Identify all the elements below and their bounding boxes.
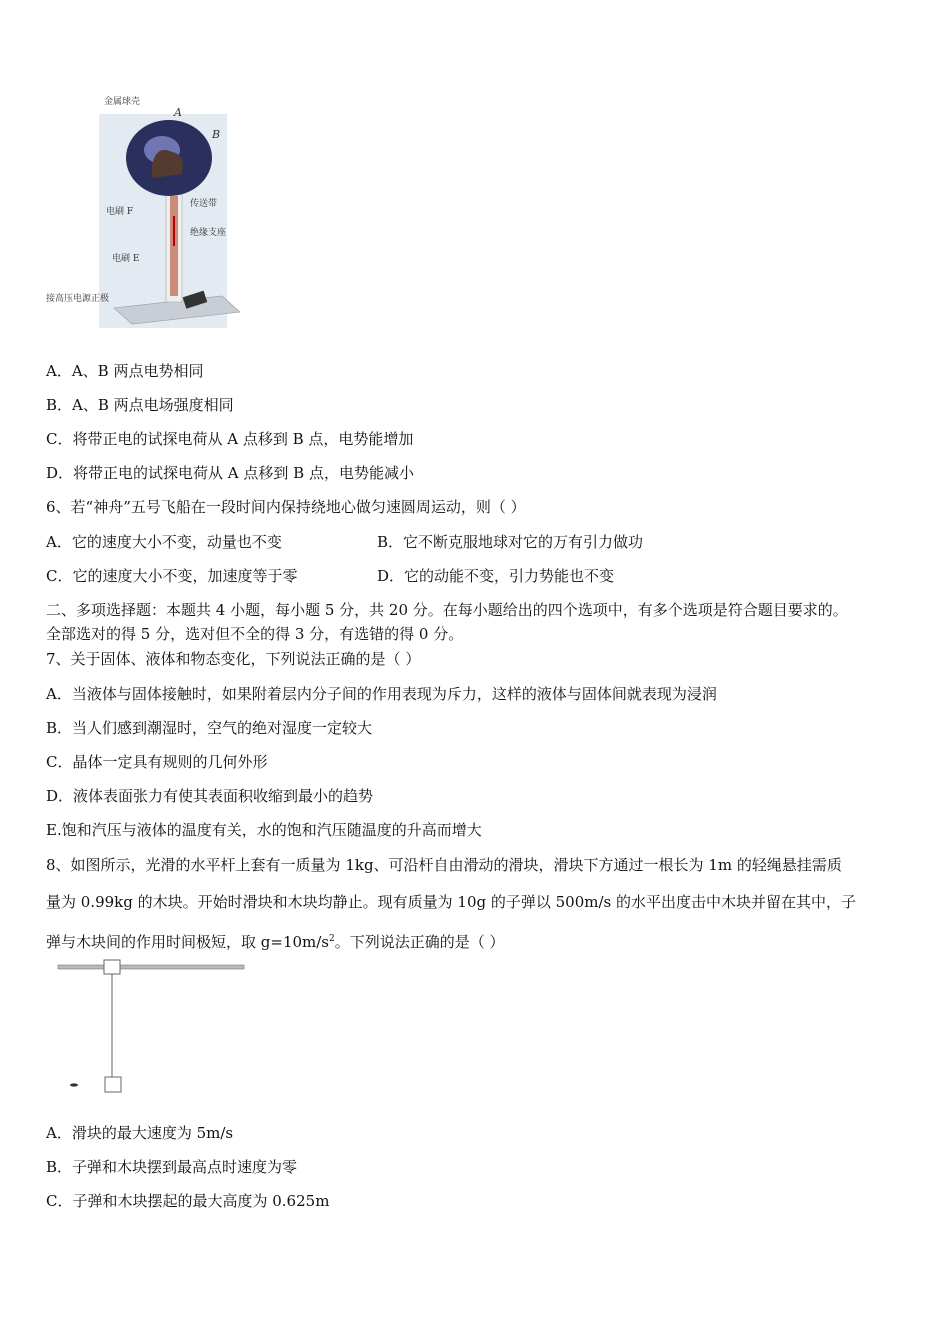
pendulum-figure — [50, 955, 250, 1100]
q7-stem: 7、关于固体、液体和物态变化，下列说法正确的是（ ） — [46, 650, 421, 668]
q5-option-d: D．将带正电的试探电荷从 A 点移到 B 点，电势能减小 — [46, 464, 414, 482]
q6-stem: 6、若“神舟”五号飞船在一段时间内保持绕地心做匀速圆周运动，则（ ） — [46, 498, 526, 516]
horizontal-rod — [58, 965, 244, 969]
q5-option-a: A．A、B 两点电势相同 — [46, 362, 204, 380]
q8-option-c: C．子弹和木块摆起的最大高度为 0.625m — [46, 1192, 330, 1210]
q8-stem-line2: 量为 0.99kg 的木块。开始时滑块和木块均静止。现有质量为 10g 的子弹以 500m/s 的水平出度击中木块并留在其中，子 — [46, 893, 856, 911]
wooden-block — [105, 1077, 121, 1092]
label-a: A — [174, 106, 182, 119]
q7-option-c: C．晶体一定具有规则的几何外形 — [46, 753, 268, 771]
q8-stem-line3-end: 。下列说法正确的是（ ） — [334, 933, 505, 951]
label-brush-e: 电刷 E — [112, 254, 140, 264]
q8-option-a: A．滑块的最大速度为 5m/s — [46, 1124, 234, 1142]
q6-option-c: C．它的速度大小不变，加速度等于零 — [46, 567, 298, 585]
q8-option-b: B．子弹和木块摆到最高点时速度为零 — [46, 1158, 298, 1176]
q7-option-b: B．当人们感到潮湿时，空气的绝对湿度一定较大 — [46, 719, 373, 737]
q8-superscript: 2 — [329, 934, 335, 944]
bullet — [70, 1083, 78, 1086]
q8-stem-line1: 8、如图所示，光滑的水平杆上套有一质量为 1kg、可沿杆自由滑动的滑块，滑块下方通过一根长为 1m 的轻绳悬挂需质 — [46, 856, 842, 874]
q7-option-a: A．当液体与固体接触时，如果附着层内分子间的作用表现为斥力，这样的液体与固体间就表现为浸润 — [46, 685, 717, 703]
label-power: 接高压电源正极 — [46, 294, 110, 304]
label-shell: 金属球壳 — [104, 97, 141, 107]
label-belt: 传送带 — [190, 199, 218, 209]
label-brush-f: 电刷 F — [106, 207, 134, 217]
q7-option-e: E.饱和汽压与液体的温度有关，水的饱和汽压随温度的升高而增大 — [46, 821, 482, 839]
section2-line2: 全部选对的得 5 分，选对但不全的得 3 分，有选错的得 0 分。 — [46, 625, 464, 643]
q6-option-a: A．它的速度大小不变，动量也不变 — [46, 533, 282, 551]
q5-option-c: C．将带正电的试探电荷从 A 点移到 B 点，电势能增加 — [46, 430, 414, 448]
q7-option-d: D．液体表面张力有使其表面积收缩到最小的趋势 — [46, 787, 374, 805]
q8-stem-line3 — [46, 929, 505, 952]
slider — [104, 960, 120, 974]
q8-stem-line3-text: 弹与木块间的作用时间极短，取 g=10m/s — [46, 933, 330, 951]
q5-option-b: B．A、B 两点电场强度相同 — [46, 396, 234, 414]
label-support: 绝缘支座 — [190, 228, 227, 238]
section2-line1: 二、多项选择题：本题共 4 小题，每小题 5 分，共 20 分。在每小题给出的四个选项中，有多个选项是符合题目要求的。 — [46, 601, 848, 619]
q6-option-d: D．它的动能不变，引力势能也不变 — [377, 567, 615, 585]
q6-option-b: B．它不断克服地球对它的万有引力做功 — [377, 533, 644, 551]
van-de-graaff-figure — [44, 96, 244, 332]
label-b: B — [212, 128, 221, 141]
